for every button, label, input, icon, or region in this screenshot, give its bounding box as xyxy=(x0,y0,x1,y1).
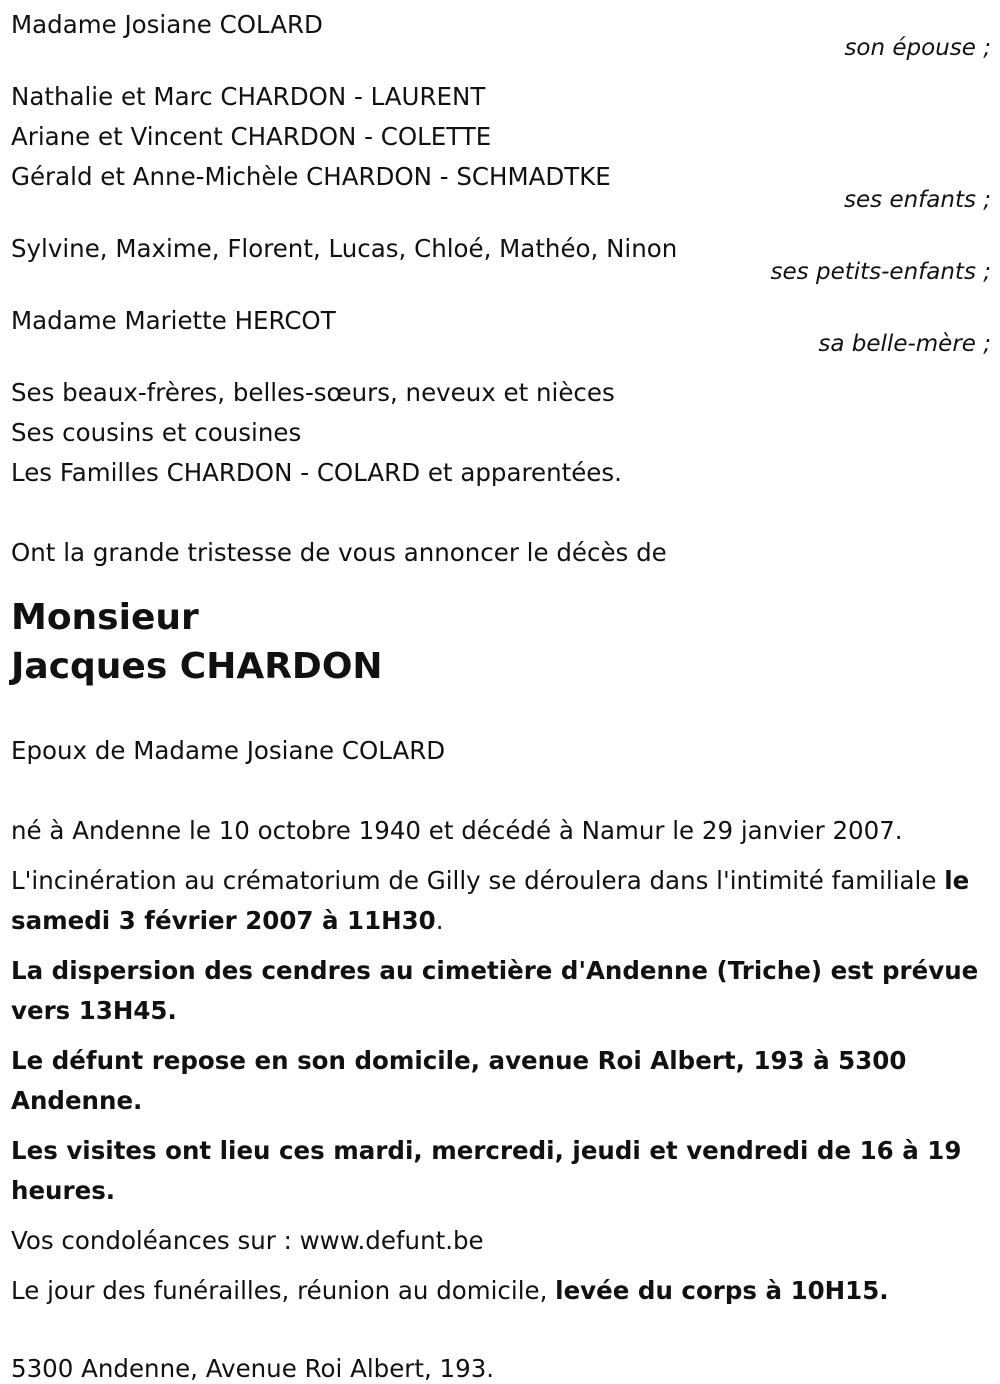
visits-text: Les visites ont lieu ces mardi, mercredi, jeudi et vendredi de 16 à 19 heures. xyxy=(11,1136,962,1205)
spouse-of-text: Epoux de Madame Josiane COLARD xyxy=(11,736,446,765)
spouse-name: Madame Josiane COLARD xyxy=(11,10,323,39)
mother-in-law-name: Madame Mariette HERCOT xyxy=(11,306,336,335)
address-text: 5300 Andenne, Avenue Roi Albert, 193. xyxy=(11,1354,495,1383)
incineration-paragraph xyxy=(11,861,991,941)
incineration-date: le samedi 3 février 2007 à 11H30 xyxy=(11,866,970,935)
children-role: ses enfants ; xyxy=(844,187,991,213)
grandchildren-names: Sylvine, Maxime, Florent, Lucas, Chloé, Mathéo, Ninon xyxy=(11,234,678,263)
other-relatives-group xyxy=(11,373,991,493)
incineration-text: L'incinération au crématorium de Gilly se déroulera dans l'intimité familiale xyxy=(11,866,945,895)
deceased-name: Jacques CHARDON xyxy=(11,646,383,687)
announcement-text: Ont la grande tristesse de vous annoncer le décès de xyxy=(11,538,667,567)
incineration-end: . xyxy=(435,906,444,935)
relatives-line: Ses cousins et cousines xyxy=(11,418,302,447)
child-line: Ariane et Vincent CHARDON - COLETTE xyxy=(11,122,492,151)
mother-in-law-role: sa belle-mère ; xyxy=(818,331,991,357)
funeral-day-bold: levée du corps à 10H15. xyxy=(555,1276,889,1305)
mother-in-law-group xyxy=(11,301,991,356)
spouse-role: son épouse ; xyxy=(844,35,991,61)
obituary-notice xyxy=(11,5,991,1384)
relatives-line: Les Familles CHARDON - COLARD et apparentées. xyxy=(11,458,622,487)
deceased-title: Monsieur xyxy=(11,597,199,638)
child-line: Nathalie et Marc CHARDON - LAURENT xyxy=(11,82,486,111)
grandchildren-role: ses petits-enfants ; xyxy=(770,259,991,285)
dispersion-text: La dispersion des cendres au cimetière d'Andenne (Triche) est prévue vers 13H45. xyxy=(11,956,979,1025)
birth-death-text: né à Andenne le 10 octobre 1940 et décédé à Namur le 29 janvier 2007. xyxy=(11,816,903,845)
child-line: Gérald et Anne-Michèle CHARDON - SCHMADTKE xyxy=(11,162,611,191)
deceased-block xyxy=(11,593,991,691)
condolences-text: Vos condoléances sur : www.defunt.be xyxy=(11,1226,484,1255)
funeral-day-text: Le jour des funérailles, réunion au domicile, xyxy=(11,1276,556,1305)
grandchildren-group xyxy=(11,229,991,284)
rest-place-text: Le défunt repose en son domicile, avenue Roi Albert, 193 à 5300 Andenne. xyxy=(11,1046,907,1115)
funeral-day-paragraph xyxy=(11,1271,991,1311)
children-group xyxy=(11,77,991,212)
spouse-group xyxy=(11,5,991,60)
relatives-line: Ses beaux-frères, belles-sœurs, neveux et nièces xyxy=(11,378,615,407)
